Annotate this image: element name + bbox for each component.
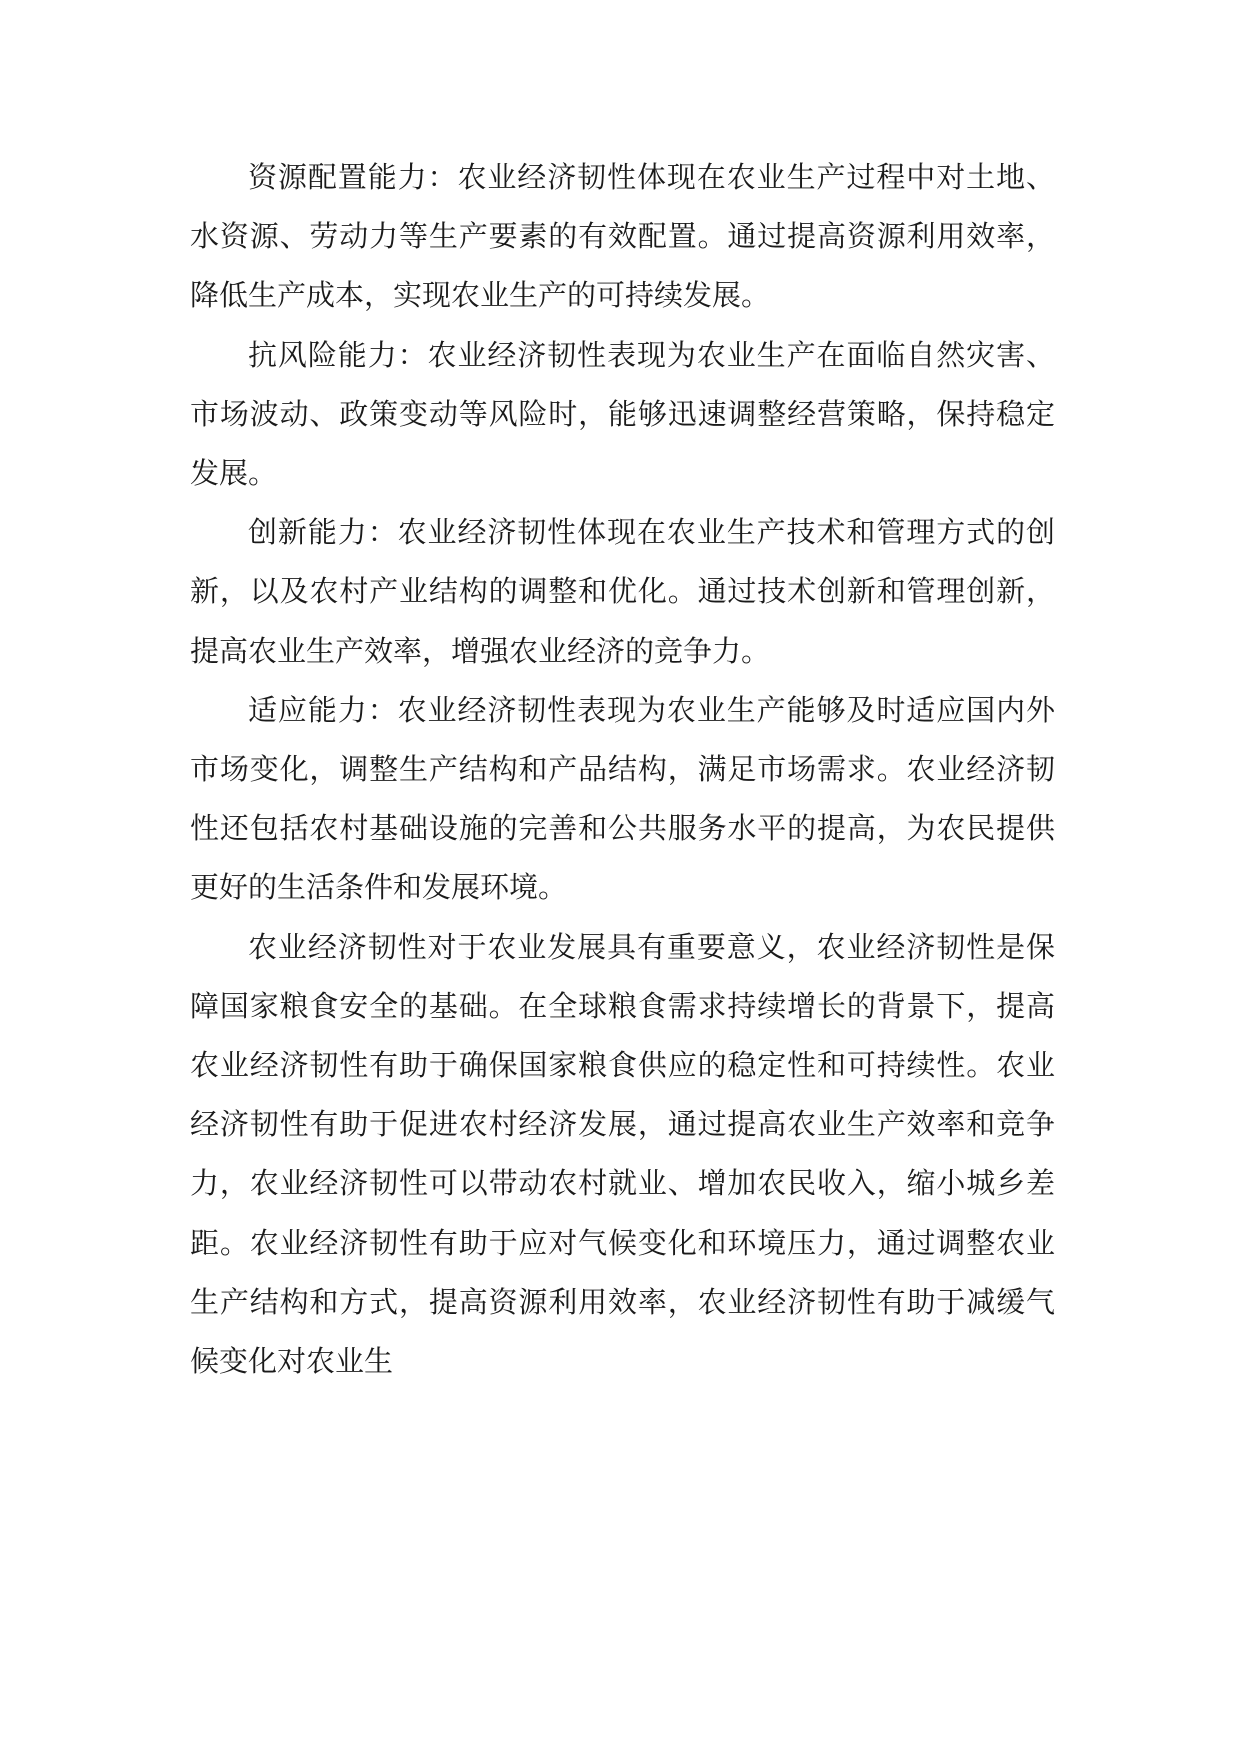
paragraph-risk-resistance: 抗风险能力：农业经济韧性表现为农业生产在面临自然灾害、市场波动、政策变动等风险时，能够迅速调整经营策略，保持稳定发展。 (190, 337, 1055, 491)
paragraph-innovation: 创新能力：农业经济韧性体现在农业生产技术和管理方式的创新，以及农村产业结构的调整和优化。通过技术创新和管理创新，提高农业生产效率，增强农业经济的竞争力。 (190, 515, 1055, 668)
paragraph-adaptability: 适应能力：农业经济韧性表现为农业生产能够及时适应国内外市场变化，调整生产结构和产品结构，满足市场需求。农业经济韧性还包括农村基础设施的完善和公共服务水平的提高，为农民提供更好的生活条件和发展环境。 (190, 692, 1055, 905)
paragraph-resource-allocation: 资源配置能力：农业经济韧性体现在农业生产过程中对土地、水资源、劳动力等生产要素的有效配置。通过提高资源利用效率，降低生产成本，实现农业生产的可持续发展。 (190, 160, 1055, 313)
document-body (190, 148, 1055, 1391)
paragraph-significance: 农业经济韧性对于农业发展具有重要意义，农业经济韧性是保障国家粮食安全的基础。在全球粮食需求持续增长的背景下，提高农业经济韧性有助于确保国家粮食供应的稳定性和可持续性。农业经济韧性有助于促进农村经济发展，通过提高农业生产效率和竞争力，农业经济韧性可以带动农村就业、增加农民收入，缩小城乡差距。农业经济韧性有助于应对气候变化和环境压力，通过调整农业生产结构和方式，提高资源利用效率，农业经济韧性有助于减缓气候变化对农业生 (190, 929, 1055, 1379)
